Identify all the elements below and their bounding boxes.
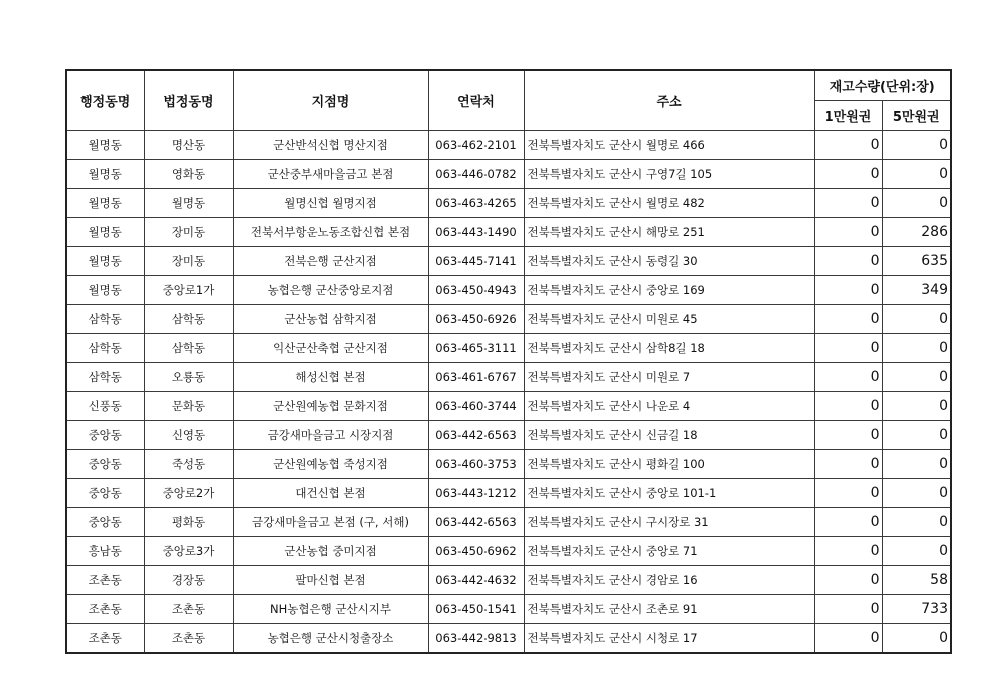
cell-contact: 063-465-3111	[428, 334, 524, 363]
cell-note-50k: 635	[882, 247, 951, 276]
cell-branch: 군산농협 중미지점	[233, 537, 428, 566]
cell-legal-dong: 삼학동	[144, 334, 233, 363]
cell-address: 전북특별자치도 군산시 신금길 18	[524, 421, 814, 450]
table-row	[66, 363, 951, 392]
cell-branch: 해성신협 본점	[233, 363, 428, 392]
cell-branch: 팔마신협 본점	[233, 566, 428, 595]
cell-contact: 063-450-6962	[428, 537, 524, 566]
cell-contact: 063-460-3744	[428, 392, 524, 421]
cell-contact: 063-450-6926	[428, 305, 524, 334]
table-row	[66, 421, 951, 450]
cell-branch: 군산원예농협 문화지점	[233, 392, 428, 421]
header-stock: 재고수량(단위:장)	[814, 70, 951, 101]
cell-note-50k: 0	[882, 392, 951, 421]
cell-legal-dong: 신영동	[144, 421, 233, 450]
cell-legal-dong: 장미동	[144, 218, 233, 247]
cell-contact: 063-463-4265	[428, 189, 524, 218]
cell-admin-dong: 신풍동	[66, 392, 144, 421]
cell-note-50k: 0	[882, 624, 951, 654]
cell-note-10k: 0	[814, 508, 882, 537]
cell-admin-dong: 월명동	[66, 189, 144, 218]
cell-note-50k: 58	[882, 566, 951, 595]
cell-contact: 063-443-1490	[428, 218, 524, 247]
table-row	[66, 537, 951, 566]
cell-contact: 063-445-7141	[428, 247, 524, 276]
table-row	[66, 131, 951, 160]
cell-address: 전북특별자치도 군산시 구영7길 105	[524, 160, 814, 189]
table-row	[66, 392, 951, 421]
cell-contact: 063-462-2101	[428, 131, 524, 160]
cell-address: 전북특별자치도 군산시 시청로 17	[524, 624, 814, 654]
cell-address: 전북특별자치도 군산시 미원로 7	[524, 363, 814, 392]
table-row	[66, 566, 951, 595]
cell-branch: NH농협은행 군산시지부	[233, 595, 428, 624]
cell-contact: 063-442-6563	[428, 508, 524, 537]
table-row	[66, 160, 951, 189]
cell-branch: 금강새마을금고 본점 (구, 서해)	[233, 508, 428, 537]
table-row	[66, 189, 951, 218]
header-note-10k: 1만원권	[814, 101, 882, 131]
cell-address: 전북특별자치도 군산시 중앙로 169	[524, 276, 814, 305]
cell-legal-dong: 장미동	[144, 247, 233, 276]
cell-contact: 063-442-6563	[428, 421, 524, 450]
cell-contact: 063-450-4943	[428, 276, 524, 305]
cell-legal-dong: 문화동	[144, 392, 233, 421]
cell-address: 전북특별자치도 군산시 삼학8길 18	[524, 334, 814, 363]
header-admin-dong: 행정동명	[66, 70, 144, 131]
table-row	[66, 595, 951, 624]
cell-note-50k: 733	[882, 595, 951, 624]
cell-branch: 금강새마을금고 시장지점	[233, 421, 428, 450]
cell-admin-dong: 월명동	[66, 131, 144, 160]
cell-note-50k: 0	[882, 334, 951, 363]
cell-note-10k: 0	[814, 276, 882, 305]
header-branch: 지점명	[233, 70, 428, 131]
cell-note-50k: 0	[882, 131, 951, 160]
cell-note-50k: 349	[882, 276, 951, 305]
cell-note-10k: 0	[814, 160, 882, 189]
cell-note-10k: 0	[814, 363, 882, 392]
cell-branch: 월명신협 월명지점	[233, 189, 428, 218]
header-row-top	[66, 70, 951, 101]
cell-note-10k: 0	[814, 450, 882, 479]
cell-note-10k: 0	[814, 566, 882, 595]
cell-note-50k: 0	[882, 189, 951, 218]
cell-note-10k: 0	[814, 305, 882, 334]
cell-contact: 063-442-4632	[428, 566, 524, 595]
cell-legal-dong: 삼학동	[144, 305, 233, 334]
cell-note-10k: 0	[814, 189, 882, 218]
cell-branch: 농협은행 군산중앙로지점	[233, 276, 428, 305]
cell-admin-dong: 조촌동	[66, 624, 144, 654]
cell-note-50k: 0	[882, 421, 951, 450]
cell-legal-dong: 중앙로2가	[144, 479, 233, 508]
cell-note-10k: 0	[814, 537, 882, 566]
cell-note-10k: 0	[814, 595, 882, 624]
cell-legal-dong: 조촌동	[144, 624, 233, 654]
cell-admin-dong: 중앙동	[66, 450, 144, 479]
cell-legal-dong: 죽성동	[144, 450, 233, 479]
cell-address: 전북특별자치도 군산시 경암로 16	[524, 566, 814, 595]
cell-branch: 농협은행 군산시청출장소	[233, 624, 428, 654]
cell-contact: 063-443-1212	[428, 479, 524, 508]
cell-note-10k: 0	[814, 479, 882, 508]
cell-admin-dong: 중앙동	[66, 508, 144, 537]
cell-admin-dong: 월명동	[66, 218, 144, 247]
cell-note-10k: 0	[814, 624, 882, 654]
cell-note-10k: 0	[814, 392, 882, 421]
table-row	[66, 479, 951, 508]
cell-branch: 전북서부항운노동조합신협 본점	[233, 218, 428, 247]
cell-note-50k: 0	[882, 479, 951, 508]
cell-address: 전북특별자치도 군산시 해망로 251	[524, 218, 814, 247]
cell-note-50k: 0	[882, 363, 951, 392]
cell-admin-dong: 조촌동	[66, 595, 144, 624]
cell-address: 전북특별자치도 군산시 중앙로 71	[524, 537, 814, 566]
cell-address: 전북특별자치도 군산시 평화길 100	[524, 450, 814, 479]
table-row	[66, 276, 951, 305]
cell-note-10k: 0	[814, 218, 882, 247]
cell-note-50k: 0	[882, 305, 951, 334]
cell-contact: 063-460-3753	[428, 450, 524, 479]
cell-branch: 전북은행 군산지점	[233, 247, 428, 276]
cell-admin-dong: 월명동	[66, 276, 144, 305]
cell-admin-dong: 삼학동	[66, 305, 144, 334]
cell-note-10k: 0	[814, 334, 882, 363]
cell-address: 전북특별자치도 군산시 동령길 30	[524, 247, 814, 276]
cell-contact: 063-446-0782	[428, 160, 524, 189]
header-address: 주소	[524, 70, 814, 131]
table-body	[66, 131, 951, 654]
cell-address: 전북특별자치도 군산시 월명로 482	[524, 189, 814, 218]
stock-table-sheet	[65, 69, 950, 654]
cell-legal-dong: 명산동	[144, 131, 233, 160]
header-legal-dong: 법정동명	[144, 70, 233, 131]
cell-note-50k: 0	[882, 160, 951, 189]
cell-note-50k: 0	[882, 450, 951, 479]
cell-legal-dong: 중앙로1가	[144, 276, 233, 305]
cell-legal-dong: 영화동	[144, 160, 233, 189]
table-row	[66, 624, 951, 654]
cell-legal-dong: 조촌동	[144, 595, 233, 624]
cell-admin-dong: 중앙동	[66, 421, 144, 450]
table-row	[66, 218, 951, 247]
table-row	[66, 247, 951, 276]
cell-address: 전북특별자치도 군산시 구시장로 31	[524, 508, 814, 537]
header-note-50k: 5만원권	[882, 101, 951, 131]
cell-note-10k: 0	[814, 247, 882, 276]
cell-note-50k: 0	[882, 508, 951, 537]
cell-admin-dong: 삼학동	[66, 334, 144, 363]
cell-address: 전북특별자치도 군산시 나운로 4	[524, 392, 814, 421]
cell-contact: 063-442-9813	[428, 624, 524, 654]
cell-note-10k: 0	[814, 131, 882, 160]
cell-admin-dong: 삼학동	[66, 363, 144, 392]
cell-note-50k: 0	[882, 537, 951, 566]
cell-address: 전북특별자치도 군산시 월명로 466	[524, 131, 814, 160]
cell-branch: 군산농협 삼학지점	[233, 305, 428, 334]
cell-legal-dong: 오룡동	[144, 363, 233, 392]
table-row	[66, 508, 951, 537]
cell-note-50k: 286	[882, 218, 951, 247]
cell-admin-dong: 월명동	[66, 160, 144, 189]
cell-legal-dong: 월명동	[144, 189, 233, 218]
cell-address: 전북특별자치도 군산시 중앙로 101-1	[524, 479, 814, 508]
cell-branch: 군산원예농협 죽성지점	[233, 450, 428, 479]
cell-note-10k: 0	[814, 421, 882, 450]
cell-contact: 063-461-6767	[428, 363, 524, 392]
cell-admin-dong: 조촌동	[66, 566, 144, 595]
table-row	[66, 450, 951, 479]
cell-admin-dong: 흥남동	[66, 537, 144, 566]
table-row	[66, 305, 951, 334]
table-row	[66, 334, 951, 363]
cell-legal-dong: 경장동	[144, 566, 233, 595]
cell-admin-dong: 중앙동	[66, 479, 144, 508]
cell-legal-dong: 중앙로3가	[144, 537, 233, 566]
cell-branch: 대건신협 본점	[233, 479, 428, 508]
cell-branch: 익산군산축협 군산지점	[233, 334, 428, 363]
cell-branch: 군산반석신협 명산지점	[233, 131, 428, 160]
cell-contact: 063-450-1541	[428, 595, 524, 624]
branch-stock-table	[65, 69, 952, 654]
cell-admin-dong: 월명동	[66, 247, 144, 276]
cell-address: 전북특별자치도 군산시 조촌로 91	[524, 595, 814, 624]
cell-address: 전북특별자치도 군산시 미원로 45	[524, 305, 814, 334]
cell-legal-dong: 평화동	[144, 508, 233, 537]
cell-branch: 군산중부새마을금고 본점	[233, 160, 428, 189]
header-contact: 연락처	[428, 70, 524, 131]
